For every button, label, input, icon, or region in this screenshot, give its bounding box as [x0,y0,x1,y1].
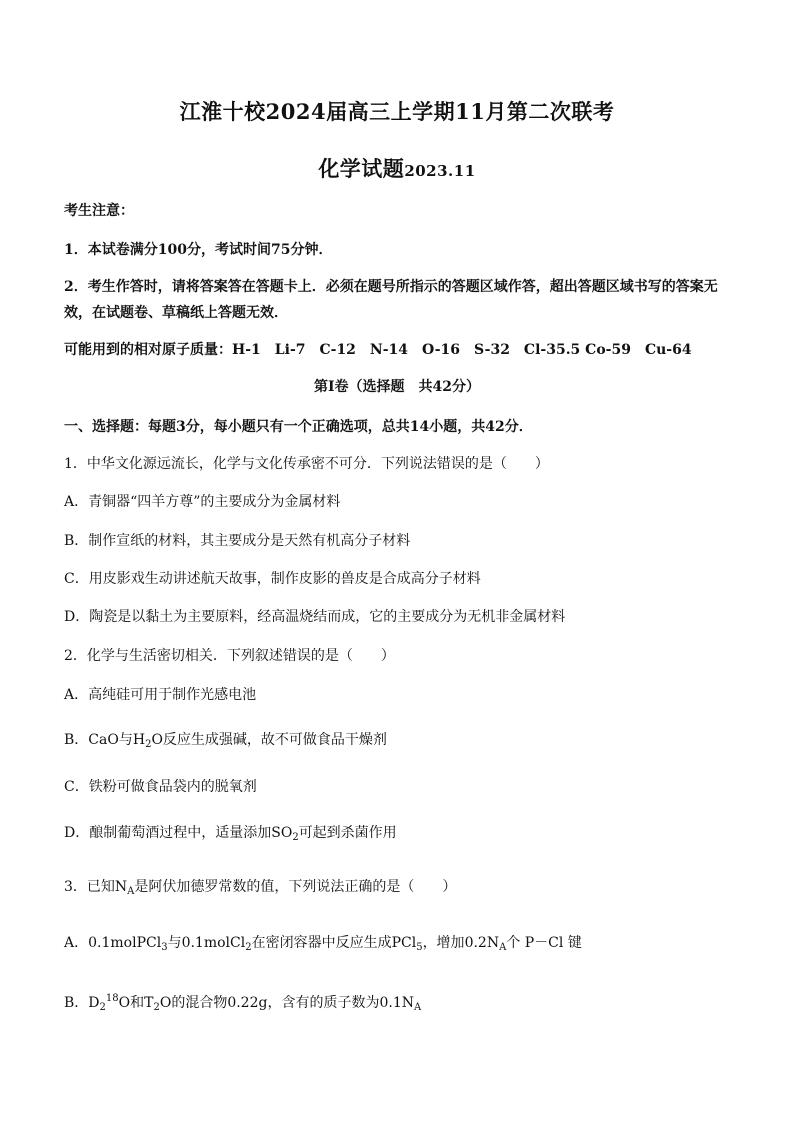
exam-title: 江淮十校2024届高三上学期11月第二次联考 [179,99,615,124]
question-2-option-c: C．铁粉可做食品袋内的脱氧剂 [64,779,257,795]
question-1-option-d: D．陶瓷是以黏土为主要原料，经高温烧结而成，它的主要成分为无机非金属材料 [64,609,566,625]
question-2-stem: 2．化学与生活密切相关．下列叙述错误的是（ ） [64,648,395,664]
atomic-mass-line: 可能用到的相对原子质量：H-1 Li-7 C-12 N-14 O-16 S-32 Cl-35.5 Co-59 Cu-64 [64,342,692,358]
question-2-option-d: D．酿制葡萄酒过程中，适量添加$SO_2$可起到杀菌作用 [64,825,397,843]
question-2-option-a: A．高纯硅可用于制作光感电池 [64,687,257,703]
exam-date: 2023.11 [404,162,476,180]
notice-item-2: 2．考生作答时，请将答案答在答题卡上．必须在题号所指示的答题区域作答，超出答题区域书写的答案无效，在试题卷、草稿纸上答题无效． [64,279,718,321]
question-3-option-a: A．0.1molPCl$_3$与0.1molCl$_2$在密闭容器中反应生成PCl$_5$，增加$0.2N_A$个 P－Cl 键 [64,935,582,953]
section-title: 第Ⅰ卷（选择题 共42分） [313,379,481,395]
question-3-option-b: B．$D_2^{18}O$和$T_2O$的混合物0.22g，含有的质子数为$0.1N_A$ [64,993,422,1013]
question-2-option-b: B．CaO与$H_2O$反应生成强碱，故不可做食品干燥剂 [64,732,387,750]
part-heading: 一、选择题：每题3分，每小题只有一个正确选项，总共14小题，共42分． [64,419,533,435]
question-1-stem: 1．中华文化源远流长，化学与文化传承密不可分．下列说法错误的是（ ） [64,456,549,472]
question-1-option-b: B．制作宣纸的材料，其主要成分是天然有机高分子材料 [64,533,411,549]
question-1-option-a: A．青铜器“四羊方尊”的主要成分为金属材料 [64,494,341,510]
question-3-stem: 3．已知$N_A$是阿伏加德罗常数的值，下列说法正确的是（ ） [64,879,457,897]
exam-subtitle [0,153,794,183]
subject-title: 化学试题 [318,156,405,181]
notice-heading: 考生注意： [64,203,134,219]
notice-item-1: 1．本试卷满分100分，考试时间75分钟． [64,242,333,258]
question-1-option-c: C．用皮影戏生动讲述航天故事，制作皮影的兽皮是合成高分子材料 [64,571,481,587]
